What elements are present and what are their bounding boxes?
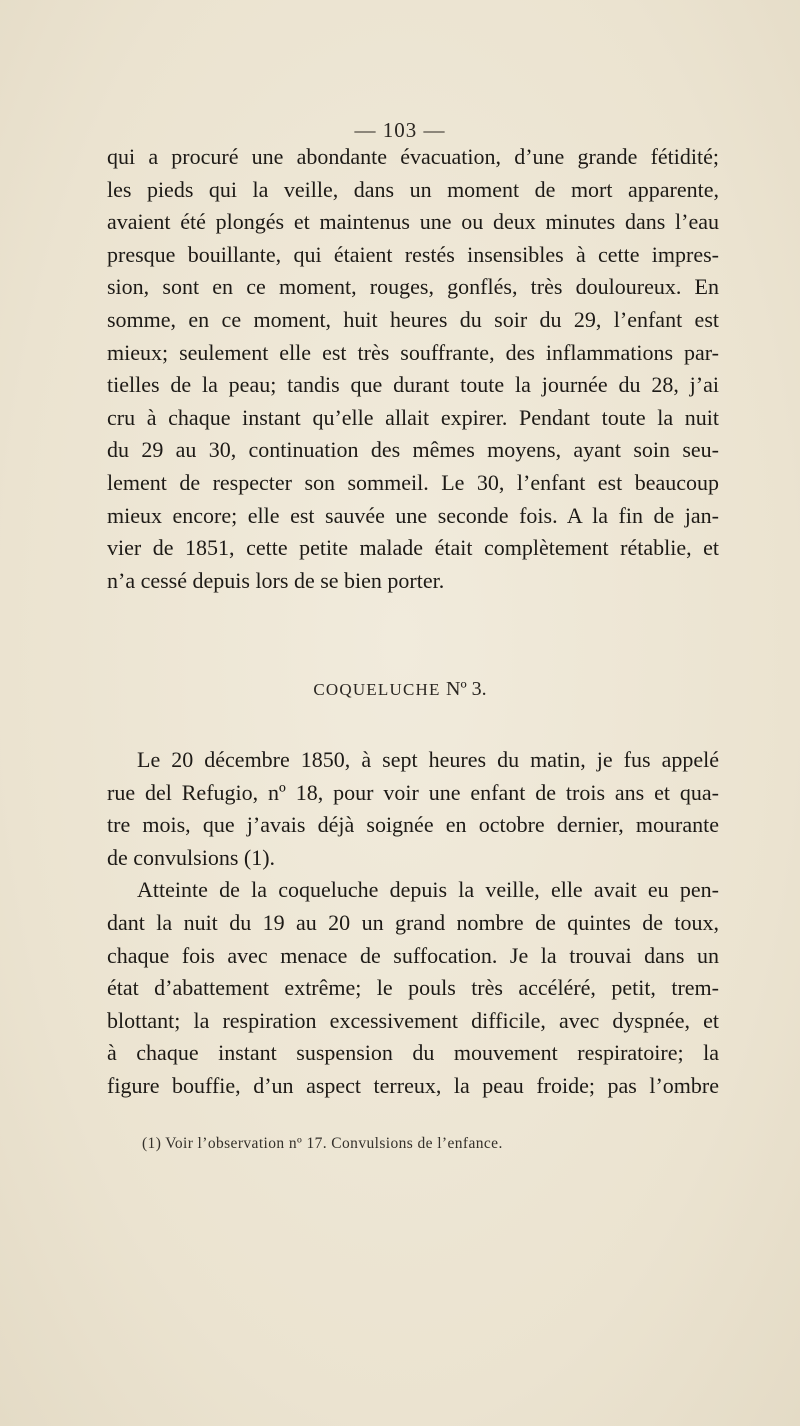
text-line: vier de 1851, cette petite malade était complètement rétablie, et — [107, 535, 719, 561]
text-line: de convulsions (1). — [107, 844, 276, 870]
text-line: à chaque instant suspension du mouvement respiratoire; la — [107, 1040, 719, 1066]
section-heading — [0, 678, 800, 701]
text-line: Le 20 décembre 1850, à sept heures du matin, je fus appelé — [137, 747, 719, 772]
paragraph-continuation — [107, 141, 719, 597]
text-line: rue del Refugio, nº 18, pour voir une enfant de trois ans et qua- — [107, 779, 719, 805]
text-line: sion, sont en ce moment, rouges, gonflés, très douloureux. En — [107, 274, 719, 300]
text-line: avaient été plongés et maintenus une ou deux minutes dans l’eau — [107, 209, 719, 235]
text-line: dant la nuit du 19 au 20 un grand nombre de quintes de toux, — [107, 909, 719, 935]
text-line: tre mois, que j’avais déjà soignée en octobre dernier, mourante — [107, 812, 719, 838]
page-number: — 103 — — [354, 118, 446, 142]
text-line: lement de respecter son sommeil. Le 30, l’enfant est beaucoup — [107, 469, 719, 495]
paragraph-case-report — [107, 744, 719, 1103]
text-line: blottant; la respiration excessivement difficile, avec dyspnée, et — [107, 1007, 719, 1033]
text-line: mieux encore; elle est sauvée une seconde fois. A la fin de jan- — [107, 502, 719, 528]
text-line: figure bouffie, d’un aspect terreux, la peau froide; pas l’ombre — [107, 1072, 719, 1098]
section-heading-label: COQUELUCHE — [313, 680, 441, 699]
text-line: n’a cessé depuis lors de se bien porter. — [107, 567, 445, 593]
text-line: cru à chaque instant qu’elle allait expirer. Pendant toute la nuit — [107, 404, 719, 430]
text-line: Atteinte de la coqueluche depuis la veille, elle avait eu pen- — [137, 877, 719, 903]
text-line: chaque fois avec menace de suffocation. Je la trouvai dans un — [107, 942, 719, 968]
text-line: mieux; seulement elle est très souffrante, des inflammations par- — [107, 339, 719, 365]
text-line: état d’abattement extrême; le pouls très accéléré, petit, trem- — [107, 975, 719, 1001]
text-line: du 29 au 30, continuation des mêmes moyens, ayant soin seu- — [107, 437, 719, 463]
text-line: somme, en ce moment, huit heures du soir du 29, l’enfant est — [107, 306, 719, 332]
footnote: (1) Voir l’observation nº 17. Convulsions de l’enfance. — [142, 1135, 503, 1152]
text-line: presque bouillante, qui étaient restés insensibles à cette impres- — [107, 241, 719, 267]
section-heading-number: Nº 3. — [446, 678, 487, 700]
text-line: tielles de la peau; tandis que durant toute la journée du 28, j’ai — [107, 372, 719, 398]
text-line: les pieds qui la veille, dans un moment de mort apparente, — [107, 176, 719, 202]
text-line: qui a procuré une abondante évacuation, d’une grande fétidité; — [107, 144, 719, 169]
